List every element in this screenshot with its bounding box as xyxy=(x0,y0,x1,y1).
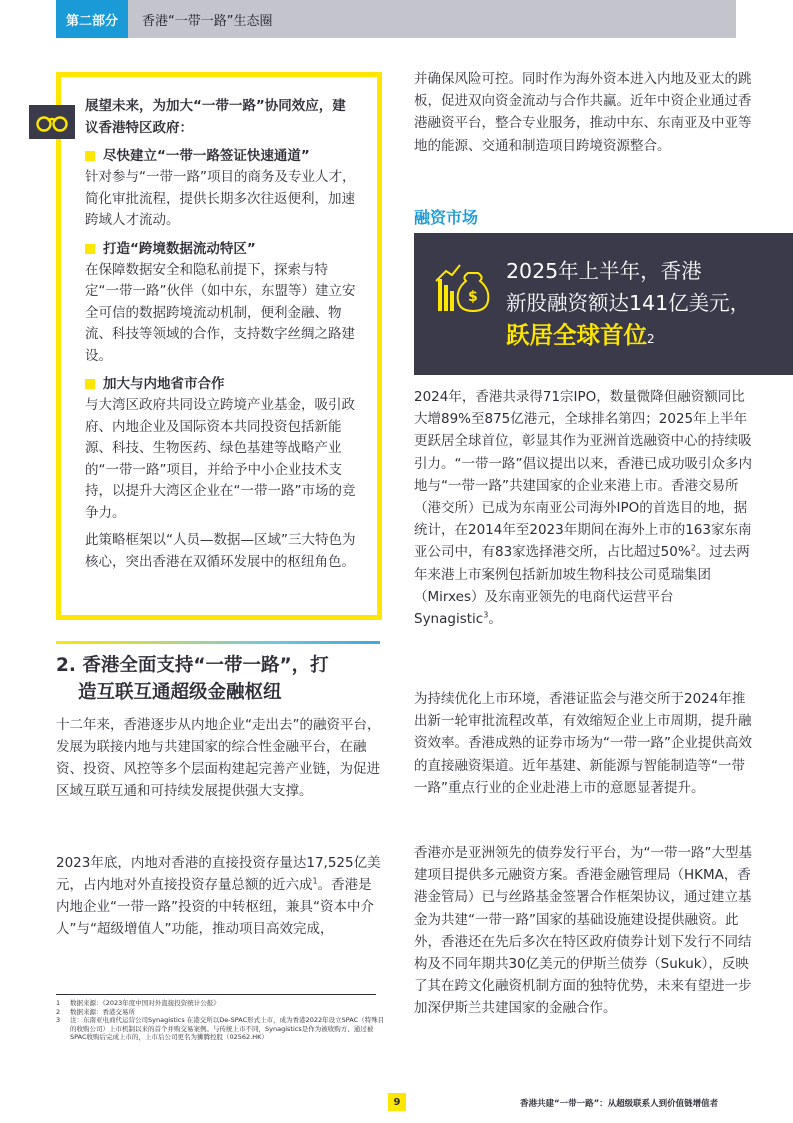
text-run: 。 xyxy=(488,611,502,628)
bullet-square-icon xyxy=(85,379,95,389)
footnote-ref: 2 xyxy=(647,332,655,346)
banner-highlight: 跃居全球首位 xyxy=(506,321,647,349)
paragraph: 十二年来，香港逐步从内地企业“走出去”的融资平台，发展为联接内地与共建国家的综合性金融平台，在融资、投资、风控等多个层面构建起完善产业链，为促进区域互联互通和可持续发展提供强大支撑。 xyxy=(56,717,381,799)
footnote xyxy=(56,1008,386,1017)
footnote-ref: 2 xyxy=(690,543,696,553)
page-number: 9 xyxy=(388,1093,406,1111)
item-title xyxy=(85,145,359,167)
header-title: 香港“一带一路”生态圈 xyxy=(142,13,273,29)
binoculars-icon xyxy=(29,105,75,139)
footnotes xyxy=(56,999,386,1042)
publication-title: 香港共建“一带一路”：从超级联系人到价值链增值者 xyxy=(520,1099,719,1109)
footnote-text: 注：东南亚电商代运营公司Synagistics 在港交所以De-SPAC形式上市，成为香港2022年设立SPAC（特殊目的收购公司）上市机制以来的首个并购交易案例。与传统上市不同，Synagistics是作为被收购方、通过被SPAC收购后完成上市的，上市后公司更名为狮腾控股（02562.HK） xyxy=(70,1016,385,1042)
item-title-text: 打造“跨境数据流动特区” xyxy=(103,240,256,257)
section-title-line2: 造互联互通超级金融枢纽 xyxy=(78,682,282,703)
footnote-number: 1 xyxy=(56,999,61,1007)
paragraph xyxy=(56,852,382,940)
item-body: 针对参与“一带一路”项目的商务及专业人才，简化审批流程，提供长期多次往返便利，加速跨域人才流动。 xyxy=(85,169,356,228)
text-run: 2023年底，内地对香港的直接投资存量达17,525亿美元，占内地对外直接投资存量总额的近六成 xyxy=(56,855,381,893)
paragraph: 香港亦是亚洲领先的债券发行平台，为“一带一路”大型基建项目提供多元融资方案。香港金融管理局（HKMA，香港金管局）已与丝路基金签署合作框架协议，通过建立基金为共建“一带一路”国家的基础设施建设提供融资。此外，香港还在先后多次在特区政府债券计划下发行不同结构及不同年期共30亿美元的伊斯兰债券（Sukuk），反映了其在跨文化融资机制方面的独特优势，未来有望进一步加深伊斯兰共建国家的金融合作。 xyxy=(414,845,752,1017)
left-column xyxy=(56,72,382,620)
section-title-line1: 香港全面支持“一带一路”，打 xyxy=(82,655,329,676)
bullet-square-icon xyxy=(85,244,95,254)
item-title-text: 加大与内地省市合作 xyxy=(103,376,225,392)
item-title-text: 尽快建立“一带一路签证快速通道” xyxy=(103,148,310,164)
footnote-text: 数据来源：香港交易所 xyxy=(70,1007,135,1016)
banner-line2: 新股融资额达141亿美元， xyxy=(506,291,751,315)
paragraph: 为持续优化上市环境，香港证监会与港交所于2024年推出新一轮审批流程改革，有效缩短企业上市周期，提升融资效率。香港成熟的证券市场为“一带一路”企业提供高效的直接融资渠道。近年基建、新能源与智能制造等“一带一路”重点行业的企业赴港上市的意愿显著提升。 xyxy=(414,691,752,796)
footnote xyxy=(56,999,386,1008)
item-title xyxy=(85,373,359,395)
footnote-ref: 3 xyxy=(483,610,489,620)
subheading: 融资市场 xyxy=(414,208,479,227)
banner-text xyxy=(506,255,750,355)
banner-line1: 2025年上半年，香港 xyxy=(506,259,702,283)
item-body: 与大湾区政府共同设立跨境产业基金，吸引政府、内地企业及国际资本共同投资包括新能源、科技、生物医药、绿色基建等战略产业的“一带一路”项目，并给予中小企业技术支持，以提升大湾区企业在“一带一路”市场的竞争力。 xyxy=(85,397,356,521)
recommendation-box xyxy=(56,72,382,620)
item-body: 在保障数据安全和隐私前提下，探索与特定“一带一路”伙伴（如中东，东盟等）建立安全可信的数据跨境流动机制，便利金融、物流、科技等领域的合作，支持数字丝绸之路建设。 xyxy=(85,261,356,364)
money-bag-chart-icon xyxy=(432,259,492,319)
footnote-number: 3 xyxy=(56,1016,61,1025)
callout-summary: 此策略框架以“人员—数据—区域”三大特色为核心，突出香港在双循环发展中的枢纽角色。 xyxy=(85,532,356,570)
bullet-square-icon xyxy=(85,151,95,161)
section-label: 第二部分 xyxy=(56,0,128,38)
page-header xyxy=(56,0,736,38)
svg-text:$: $ xyxy=(468,289,478,305)
section-heading xyxy=(56,652,382,706)
highlight-banner xyxy=(414,233,793,375)
footnote-rule xyxy=(56,994,376,995)
text-run: 。过去两年来港上市案例包括新加坡生物科技公司觅瑞集团（Mirxes）及东南亚领先的电商代运营平台Synagistic xyxy=(414,544,750,628)
footnote-ref: 1 xyxy=(312,876,318,886)
callout-intro: 展望未来，为加大“一带一路”协同效应，建议香港特区政府： xyxy=(85,98,346,136)
paragraph: 并确保风险可控。同时作为海外资本进入内地及亚太的跳板，促进双向资金流动与合作共赢。近年中资企业通过香港融资平台，整合专业服务，推动中东、东南亚及中亚等地的能源、交通和制造项目跨境资源整合。 xyxy=(414,71,752,154)
paragraph xyxy=(414,386,754,630)
text-run: 2024年，香港共录得71宗IPO，数量微降但融资额同比大增89%至875亿港元，全球排名第四；2025年上半年更跃居全球首位，彰显其作为亚洲首选融资中心的持续吸引力。“一带一路”倡议提出以来，香港已成功吸引众多内地与“一带一路”共建国家的企业来港上市。香港交易所（港交所）已成为东南亚公司海外IPO的首选目的地，据统计，在2014年至2023年期间在海外上市的163家东南亚公司中，有83家选择港交所，占比超过50% xyxy=(414,389,752,561)
item-title xyxy=(85,238,359,260)
section-number: 2. xyxy=(56,655,76,676)
footnote-number: 2 xyxy=(56,1007,61,1016)
footnote-text: 数据来源：《2023年度中国对外直接投资统计公报》 xyxy=(70,999,220,1007)
footnote xyxy=(56,1016,386,1042)
text-run: 。香港是内地企业“一带一路”投资的中转枢纽，兼具“资本中介人”与“超级增值人”功能，推动项目高效完成， xyxy=(56,877,374,937)
gradient-divider xyxy=(56,641,380,644)
